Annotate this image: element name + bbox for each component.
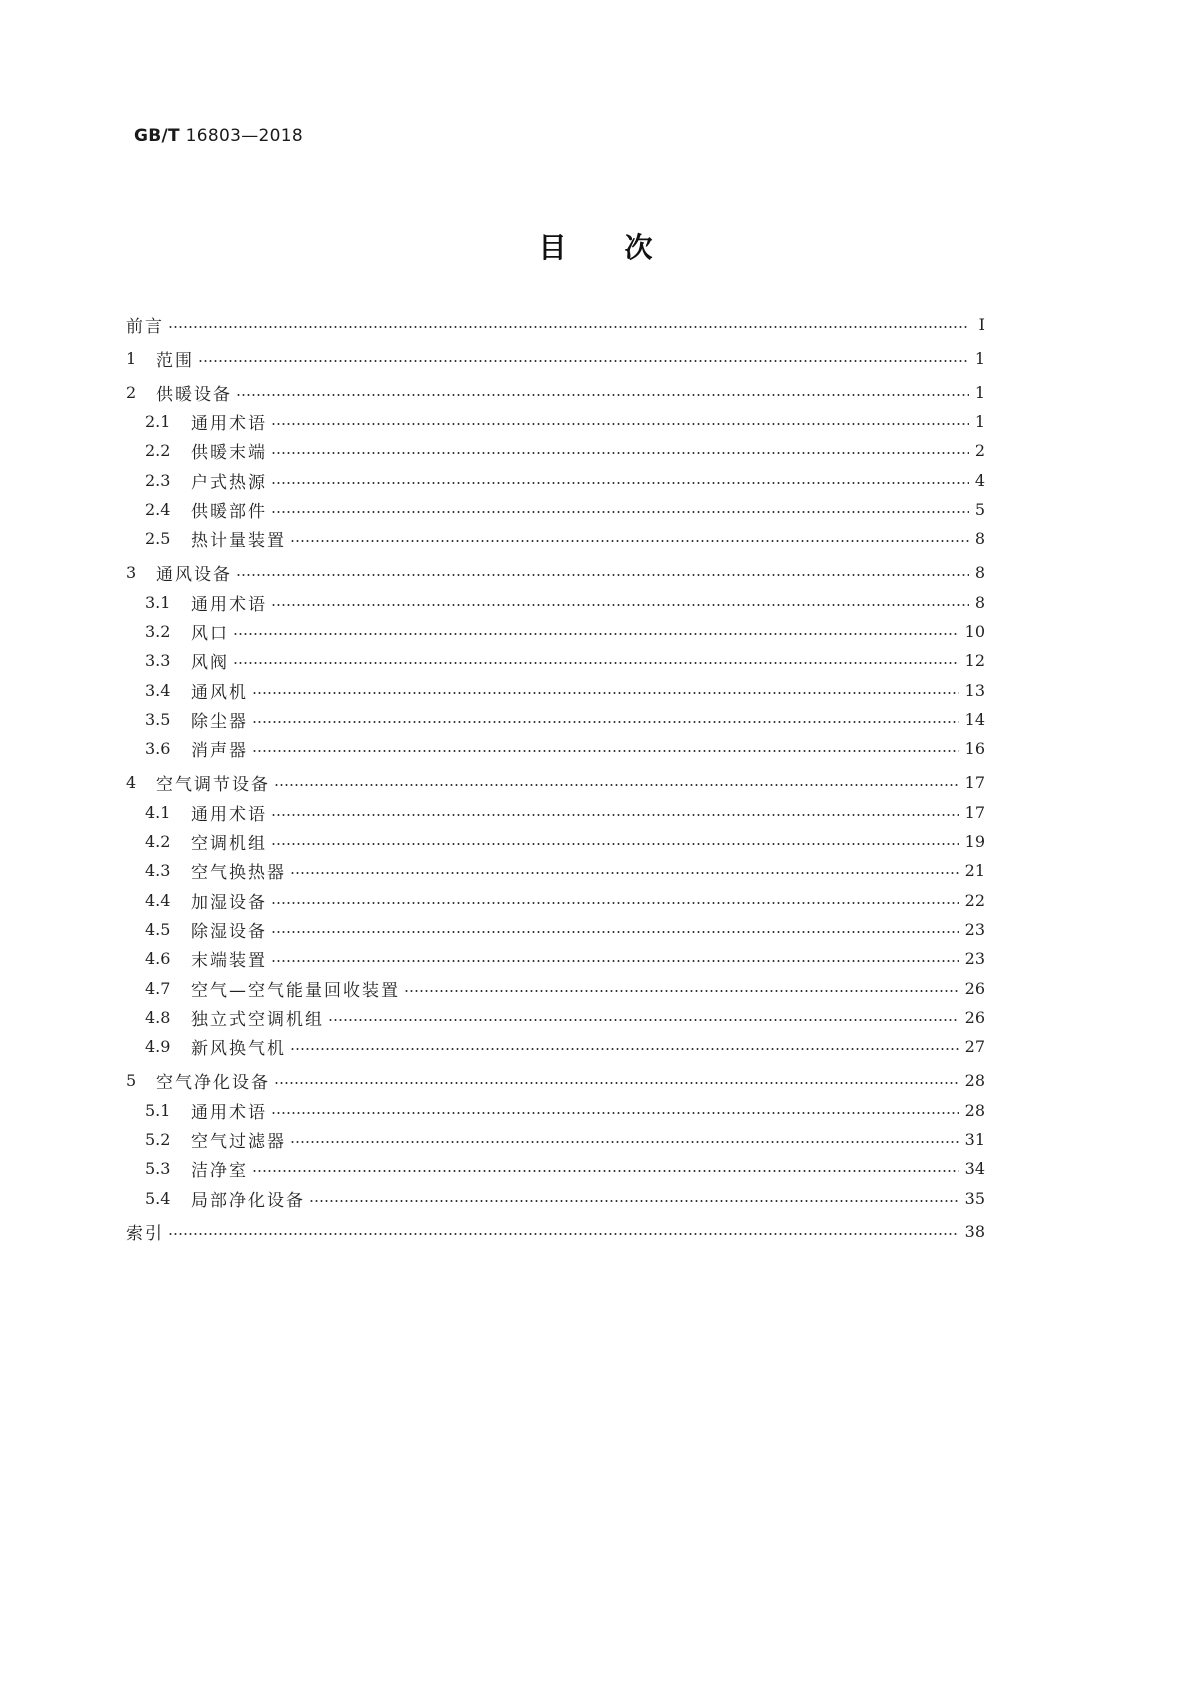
toc-entry-number: 2.5 [145,528,171,548]
toc-entry-number: 2.1 [145,411,171,431]
toc-dot-leader [271,800,959,824]
toc-entry-page: 23 [964,919,985,939]
toc-dot-leader [271,438,969,462]
toc-entry-label: 通用术语 [191,1102,267,1123]
toc-dot-leader [168,1219,959,1243]
toc-entry-page: 31 [964,1129,985,1149]
toc-entry[interactable] [126,770,985,794]
toc-entry-page: 17 [964,802,985,822]
toc-entry-page: 1 [974,411,985,431]
toc-entry-label: 局部净化设备 [191,1190,305,1211]
toc-entry-page: 4 [974,470,985,490]
toc-dot-leader [271,468,969,492]
toc-entry-page: 5 [974,499,985,519]
toc-entry-label: 消声器 [191,740,248,761]
toc-entry-label: 供暖部件 [191,501,267,522]
toc-entry[interactable] [145,976,985,1000]
toc-entry[interactable] [145,1005,985,1029]
toc-entry-number: 3.3 [145,650,171,670]
toc-entry-number: 5.1 [145,1100,171,1120]
toc-entry-number: 3.5 [145,709,171,729]
toc-entry[interactable] [126,312,985,336]
toc-entry-page: 8 [974,562,985,582]
toc-entry-number: 4.2 [145,831,171,851]
toc-entry-page: 8 [974,528,985,548]
toc-dot-leader [233,619,959,643]
toc-entry[interactable] [126,560,985,584]
toc-entry[interactable] [145,590,985,614]
toc-entry-label: 通用术语 [191,804,267,825]
toc-entry-page: 23 [964,948,985,968]
toc-entry[interactable] [145,678,985,702]
toc-entry-page: 2 [974,440,985,460]
toc-entry-label: 通用术语 [191,413,267,434]
toc-entry-label: 除湿设备 [191,921,267,942]
toc-entry-label: 风口 [191,623,229,644]
toc-entry-page: 14 [964,709,985,729]
toc-entry[interactable] [145,438,985,462]
toc-entry-label: 末端装置 [191,950,267,971]
toc-entry-number: 4.1 [145,802,171,822]
toc-dot-leader [274,1068,959,1092]
toc-entry-label: 通风设备 [156,564,232,585]
toc-entry-number: 3 [126,562,137,582]
toc-entry-number: 5 [126,1070,137,1090]
toc-entry-number: 4 [126,772,137,792]
toc-entry-number: 5.4 [145,1188,171,1208]
toc-entry-label: 通用术语 [191,594,267,615]
toc-entry-number: 4.9 [145,1036,171,1056]
toc-entry-number: 2 [126,382,137,402]
toc-entry-page: 21 [964,860,985,880]
toc-entry-number: 3.4 [145,680,171,700]
toc-entry-page: 27 [964,1036,985,1056]
toc-dot-leader [271,829,959,853]
toc-entry[interactable] [145,917,985,941]
toc-entry[interactable] [145,526,985,550]
toc-entry-page: 17 [964,772,985,792]
toc-dot-leader [271,917,959,941]
toc-entry[interactable] [145,1098,985,1122]
toc-entry-number: 2.2 [145,440,171,460]
toc-dot-leader [328,1005,959,1029]
toc-entry-page: 10 [964,621,985,641]
toc-entry-label: 空气—空气能量回收装置 [191,980,400,1001]
toc-dot-leader [271,1098,959,1122]
toc-entry-label: 索引 [126,1223,164,1244]
toc-entry-label: 空气换热器 [191,862,286,883]
toc-entry-page: 28 [964,1070,985,1090]
standard-number: 16803—2018 [185,126,303,146]
toc-entry-label: 户式热源 [191,472,267,493]
toc-dot-leader [236,380,969,404]
toc-entry-page: 35 [964,1188,985,1208]
toc-entry-number: 4.5 [145,919,171,939]
toc-entry-label: 新风换气机 [191,1038,286,1059]
toc-entry-page: 26 [964,978,985,998]
toc-entry[interactable] [126,346,985,370]
toc-dot-leader [252,707,959,731]
toc-entry[interactable] [145,619,985,643]
toc-entry-label: 洁净室 [191,1160,248,1181]
standard-prefix: GB/T [134,126,180,146]
toc-entry-number: 5.2 [145,1129,171,1149]
toc-entry-number: 4.3 [145,860,171,880]
toc-entry-page: 19 [964,831,985,851]
toc-entry-label: 空气调节设备 [156,774,270,795]
toc-entry-page: 28 [964,1100,985,1120]
toc-dot-leader [309,1186,959,1210]
toc-entry-page: 38 [964,1221,985,1241]
toc-entry[interactable] [126,380,985,404]
toc-entry-page: 1 [974,348,985,368]
toc-entry-number: 2.4 [145,499,171,519]
toc-dot-leader [271,409,969,433]
toc-entry-label: 通风机 [191,682,248,703]
toc-entry-page: 13 [964,680,985,700]
toc-entry-page: 12 [964,650,985,670]
toc-entry[interactable] [145,497,985,521]
toc-dot-leader [404,976,959,1000]
toc-entry[interactable] [145,409,985,433]
toc-entry[interactable] [145,736,985,760]
toc-entry-label: 除尘器 [191,711,248,732]
toc-entry-page: Ⅰ [978,314,985,334]
toc-entry[interactable] [145,1186,985,1210]
toc-entry[interactable] [145,1034,985,1058]
toc-entry-number: 4.7 [145,978,171,998]
toc-entry-label: 热计量装置 [191,530,286,551]
toc-entry[interactable] [145,707,985,731]
toc-entry[interactable] [145,1156,985,1180]
toc-entry[interactable] [145,648,985,672]
toc-dot-leader [198,346,969,370]
toc-dot-leader [274,770,959,794]
toc-entry-page: 1 [974,382,985,402]
toc-entry-page: 26 [964,1007,985,1027]
toc-entry-label: 风阀 [191,652,229,673]
toc-dot-leader [252,736,959,760]
toc-entry-page: 8 [974,592,985,612]
toc-dot-leader [252,678,959,702]
toc-dot-leader [290,526,969,550]
toc-entry-number: 4.8 [145,1007,171,1027]
toc-entry-number: 2.3 [145,470,171,490]
toc-entry-label: 空气净化设备 [156,1072,270,1093]
toc-entry[interactable] [145,829,985,853]
toc-dot-leader [236,560,969,584]
toc-entry-label: 空气过滤器 [191,1131,286,1152]
toc-entry[interactable] [145,946,985,970]
toc-entry-number: 5.3 [145,1158,171,1178]
toc-dot-leader [271,888,959,912]
toc-entry-number: 1 [126,348,137,368]
toc-entry-label: 独立式空调机组 [191,1009,324,1030]
toc-entry[interactable] [145,1127,985,1151]
toc-entry-label: 空调机组 [191,833,267,854]
toc-dot-leader [271,497,969,521]
toc-entry[interactable] [145,888,985,912]
toc-entry-page: 34 [964,1158,985,1178]
toc-dot-leader [271,590,969,614]
toc-entry-number: 4.4 [145,890,171,910]
toc-dot-leader [233,648,959,672]
toc-entry[interactable] [126,1068,985,1092]
page-title: 目次 [538,231,711,264]
toc-entry[interactable] [145,468,985,492]
toc-entry-page: 16 [964,738,985,758]
toc-entry-label: 供暖设备 [156,384,232,405]
toc-dot-leader [290,1127,959,1151]
toc-entry-label: 范围 [156,350,194,371]
toc-entry[interactable] [145,800,985,824]
toc-entry-number: 3.6 [145,738,171,758]
toc-entry-page: 22 [964,890,985,910]
toc-dot-leader [168,312,969,336]
toc-dot-leader [271,946,959,970]
toc-entry-number: 3.1 [145,592,171,612]
toc-entry-number: 4.6 [145,948,171,968]
toc-entry-label: 供暖末端 [191,442,267,463]
toc-entry[interactable] [126,1219,985,1243]
toc-dot-leader [290,1034,959,1058]
toc-dot-leader [252,1156,959,1180]
toc-entry-label: 前言 [126,316,164,337]
toc-entry[interactable] [145,858,985,882]
toc-dot-leader [290,858,959,882]
toc-entry-label: 加湿设备 [191,892,267,913]
toc-entry-number: 3.2 [145,621,171,641]
